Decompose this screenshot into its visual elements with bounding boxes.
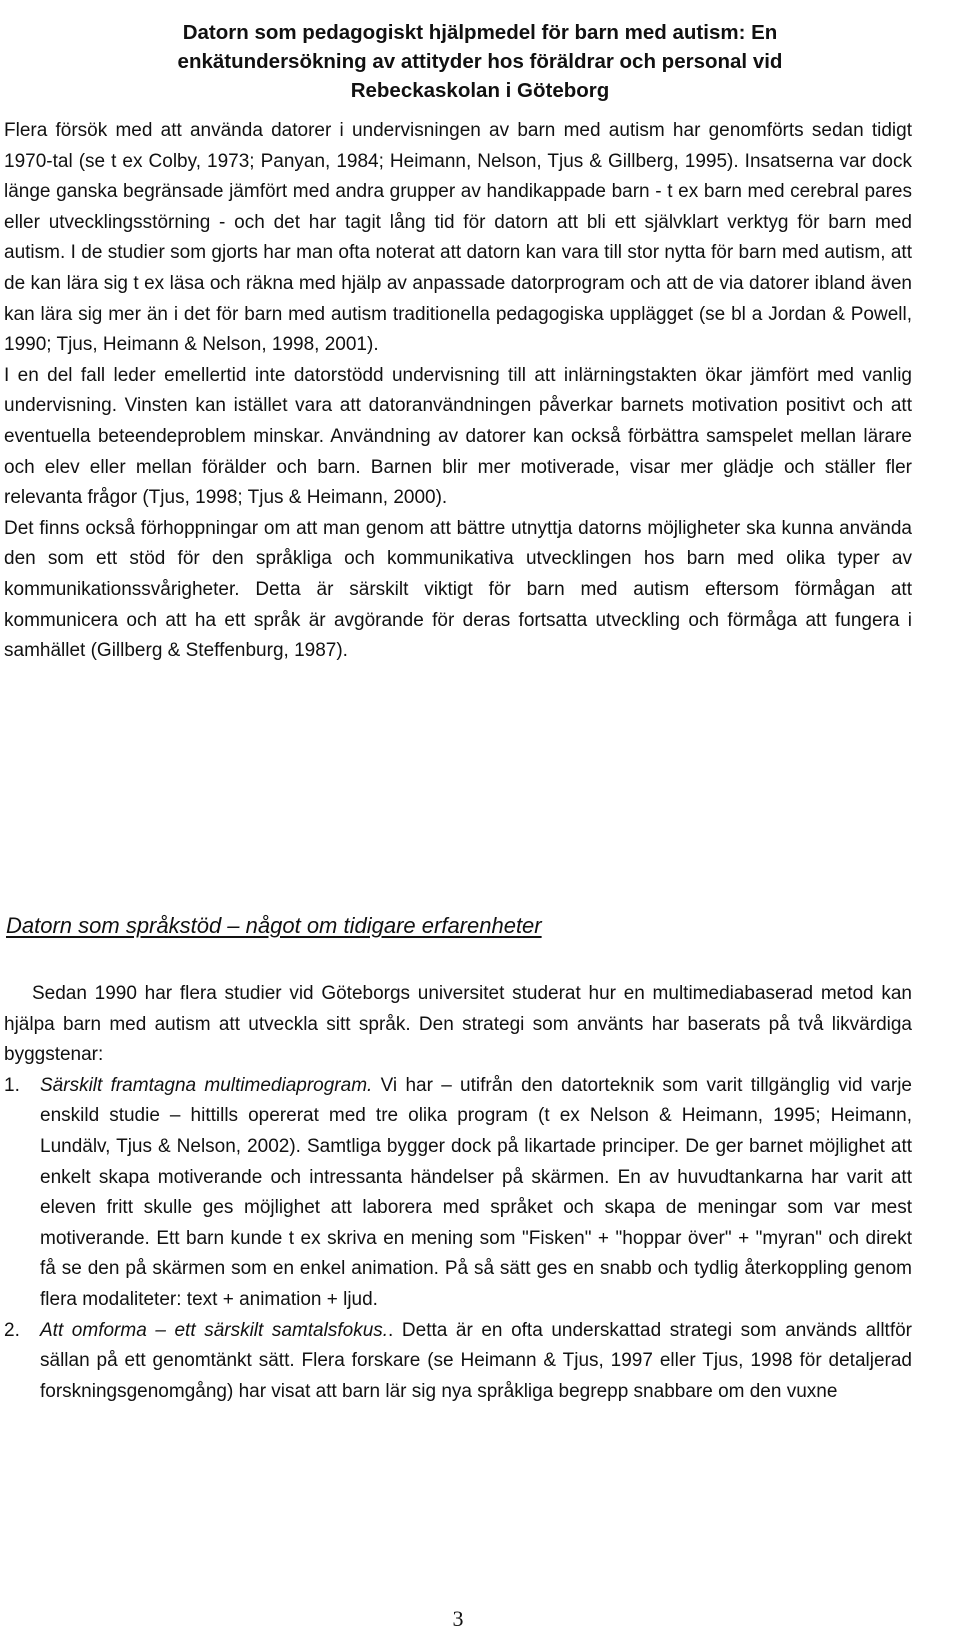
section-body [4, 979, 912, 1407]
list-item-text: . Detta är en ofta underskattad strategi som används alltför sällan på ett genomtänkt sätt. Flera forskare (se Heimann & Tjus, 1997 eller Tjus, 1998 för detaljerad forskningsgenomgång) har visat att barn lär sig nya språkliga begrepp snabbare om den vuxne [40, 1319, 912, 1402]
paragraph-history: Flera försök med att använda datorer i undervisningen av barn med autism har genomförts sedan tidigt 1970-tal (se t ex Colby, 1973; Panyan, 1984; Heimann, Nelson, Tjus & Gillberg, 1995). Insatserna var dock länge ganska begränsade jämfört med andra grupper av handikappade barn - t ex barn med cerebral pares eller utvecklingsstörning - och det har tagit lång tid för datorn att bli ett självklart verktyg för barn med autism. I de studier som gjorts har man ofta noterat att datorn kan vara till stor nytta för barn med autism, att de kan lära sig t ex läsa och räkna med hjälp av anpassade datorprogram och att de via datorer ibland även kan lära sig mer än i det för barn med autism traditionella pedagogiska upplägget (se bl a Jordan & Powell, 1990; Tjus, Heimann & Nelson, 1998, 2001). [4, 120, 912, 356]
list-item-lead: Särskilt framtagna multimediaprogram. [40, 1074, 373, 1096]
title-line: enkätundersökning av attityder hos föräldrar och personal vid [177, 49, 783, 73]
section-intro: Sedan 1990 har flera studier vid Göteborgs universitet studerat hur en multimediabaserad metod kan hjälpa barn med autism att utveckla sitt språk. Den strategi som använts har baserats på två likvärdiga byggstenar: [4, 983, 912, 1066]
list-item-number: 2. [4, 1319, 20, 1341]
document-title [40, 18, 920, 105]
list-item [4, 1316, 912, 1408]
body-text [4, 116, 912, 667]
title-line: Datorn som pedagogiskt hjälpmedel för barn med autism: En [182, 20, 778, 44]
section-heading: Datorn som språkstöd – något om tidigare erfarenheter [6, 913, 542, 938]
paragraph-communication: Det finns också förhoppningar om att man genom att bättre utnyttja datorns möjligheter ska kunna använda den som ett stöd för den språkliga och kommunikativa utvecklingen hos barn med olika typer av kommunikationssvårigheter. Detta är särskilt viktigt för barn med autism eftersom förmågan att kommunicera och att ha ett språk är avgörande för deras fortsatta utveckling och förmåga att fungera i samhället (Gillberg & Steffenburg, 1987). [4, 517, 912, 662]
list-item [4, 1071, 912, 1316]
list-item-lead: Att omforma – ett särskilt samtalsfokus. [40, 1319, 389, 1341]
title-line: Rebeckaskolan i Göteborg [350, 78, 610, 102]
list-item-number: 1. [4, 1074, 20, 1096]
list-item-text: Vi har – utifrån den datorteknik som varit tillgänglig vid varje enskild studie – hittills opererat med tre olika program (t ex Nelson & Heimann, 1995; Heimann, Lundälv, Tjus & Nelson, 2002). Samtliga bygger dock på likartade principer. De ger barnet möjlighet att enkelt skapa motiverande och intressanta händelser på skärmen. En av huvudtankarna har varit att eleven fritt skulle ges möjlighet att laborera med språket och skapa de meningar som var mest motiverande. Ett barn kunde t ex skriva en mening som "Fisken" + "hoppar över" + "myran" och direkt få se den på skärmen som en enkel animation. På så sätt ges en snabb och tydlig återkoppling genom flera modaliteter: text + animation + ljud. [40, 1074, 912, 1310]
page-number: 3 [452, 1606, 464, 1631]
numbered-list [4, 1071, 912, 1408]
paragraph-motivation: I en del fall leder emellertid inte datorstödd undervisning till att inlärningstakten ökar jämfört med vanlig undervisning. Vinsten kan istället vara att datoranvändningen påverkar barnets motivation positivt och att eventuella beteendeproblem minskar. Användning av datorer kan också förbättra samspelet mellan lärare och elev eller mellan förälder och barn. Barnen blir mer motiverade, visar mer glädje och ställer fler relevanta frågor (Tjus, 1998; Tjus & Heimann, 2000). [4, 364, 912, 509]
